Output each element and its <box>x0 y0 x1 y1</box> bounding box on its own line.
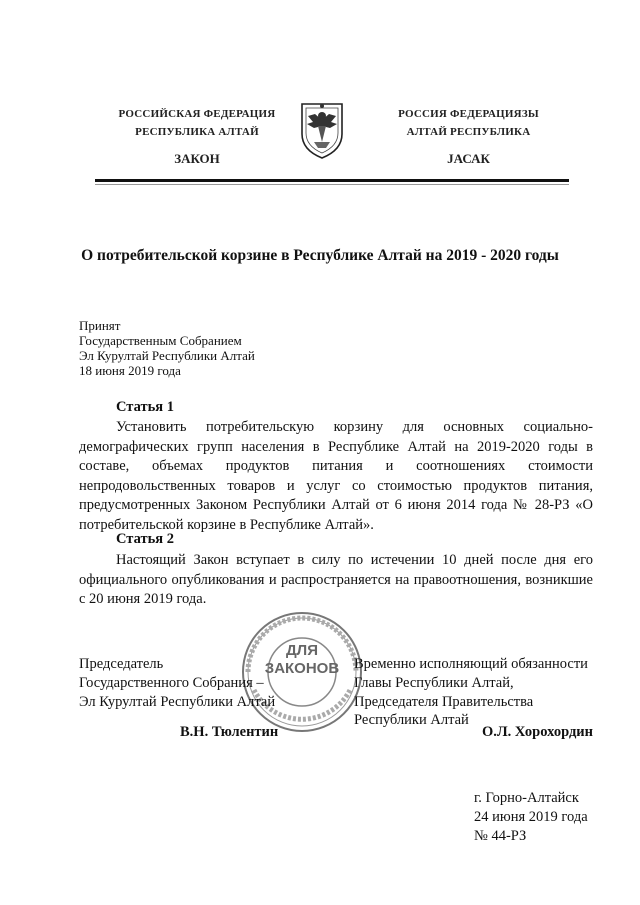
header-left-line1: РОССИЙСКАЯ ФЕДЕРАЦИЯ <box>118 108 276 120</box>
header-right-line1: РОССИЯ ФЕДЕРАЦИЯЗЫ <box>398 108 539 120</box>
adoption-line1: Принят <box>79 318 121 333</box>
article-2-heading: Статья 2 <box>116 531 174 547</box>
header-right-line2: АЛТАЙ РЕСПУБЛИКА <box>406 126 531 138</box>
signature-left-line1: Председатель <box>79 656 164 672</box>
header-right-title: ЈАСАК <box>447 151 490 166</box>
signature-left-line3: Эл Курултай Республики Алтай <box>79 694 276 710</box>
header-divider-thick <box>95 179 569 182</box>
article-2-text: Настоящий Закон вступает в силу по истечении 10 дней после дня его официального опубликования и распространяется на правоотношения, возникшие с 20 июня 2019 года. <box>79 552 593 607</box>
document-title: О потребительской корзине в Республике Алтай на 2019 - 2020 годы <box>81 247 559 264</box>
footer-date: 24 июня 2019 года <box>474 809 588 825</box>
footer-city: г. Горно-Алтайск <box>474 790 579 806</box>
footer-number: № 44-РЗ <box>474 828 527 844</box>
header-left-line2: РЕСПУБЛИКА АЛТАЙ <box>135 126 259 138</box>
header-left-title: ЗАКОН <box>174 151 220 166</box>
signature-right-line3: Председателя Правительства <box>354 694 534 710</box>
article-1-heading: Статья 1 <box>116 399 174 415</box>
article-1-text: Установить потребительскую корзину для основных социально-демографических групп населения в Республике Алтай на 2019-2020 годы в составе, объемах продуктов питания и соотношениях стоимости непродовольственных товаров и услуг со стоимостью продуктов питания, предусмотренных Законом Республики Алтай от 6 июня 2014 года № 28-РЗ «О потребительской корзине в Республике Алтай». <box>79 419 593 533</box>
coat-of-arms-emblem <box>298 98 346 160</box>
signature-left-name: В.Н. Тюлентин <box>180 724 279 740</box>
stamp-line1: ДЛЯ <box>286 642 318 659</box>
stamp-line2: ЗАКОНОВ <box>264 660 340 677</box>
adoption-line4: 18 июня 2019 года <box>79 363 181 378</box>
signature-right-line2: Главы Республики Алтай, <box>354 675 514 691</box>
signature-left-line2: Государственного Собрания – <box>79 675 264 691</box>
signature-right-line1: Временно исполняющий обязанности <box>354 656 588 672</box>
signature-right-name: О.Л. Хорохордин <box>481 724 593 740</box>
header-divider-thin <box>95 184 569 185</box>
adoption-line2: Государственным Собранием <box>79 333 242 348</box>
adoption-line3: Эл Курултай Республики Алтай <box>79 348 255 363</box>
approval-stamp <box>240 610 364 734</box>
signature-right-line4: Республики Алтай <box>354 712 469 728</box>
